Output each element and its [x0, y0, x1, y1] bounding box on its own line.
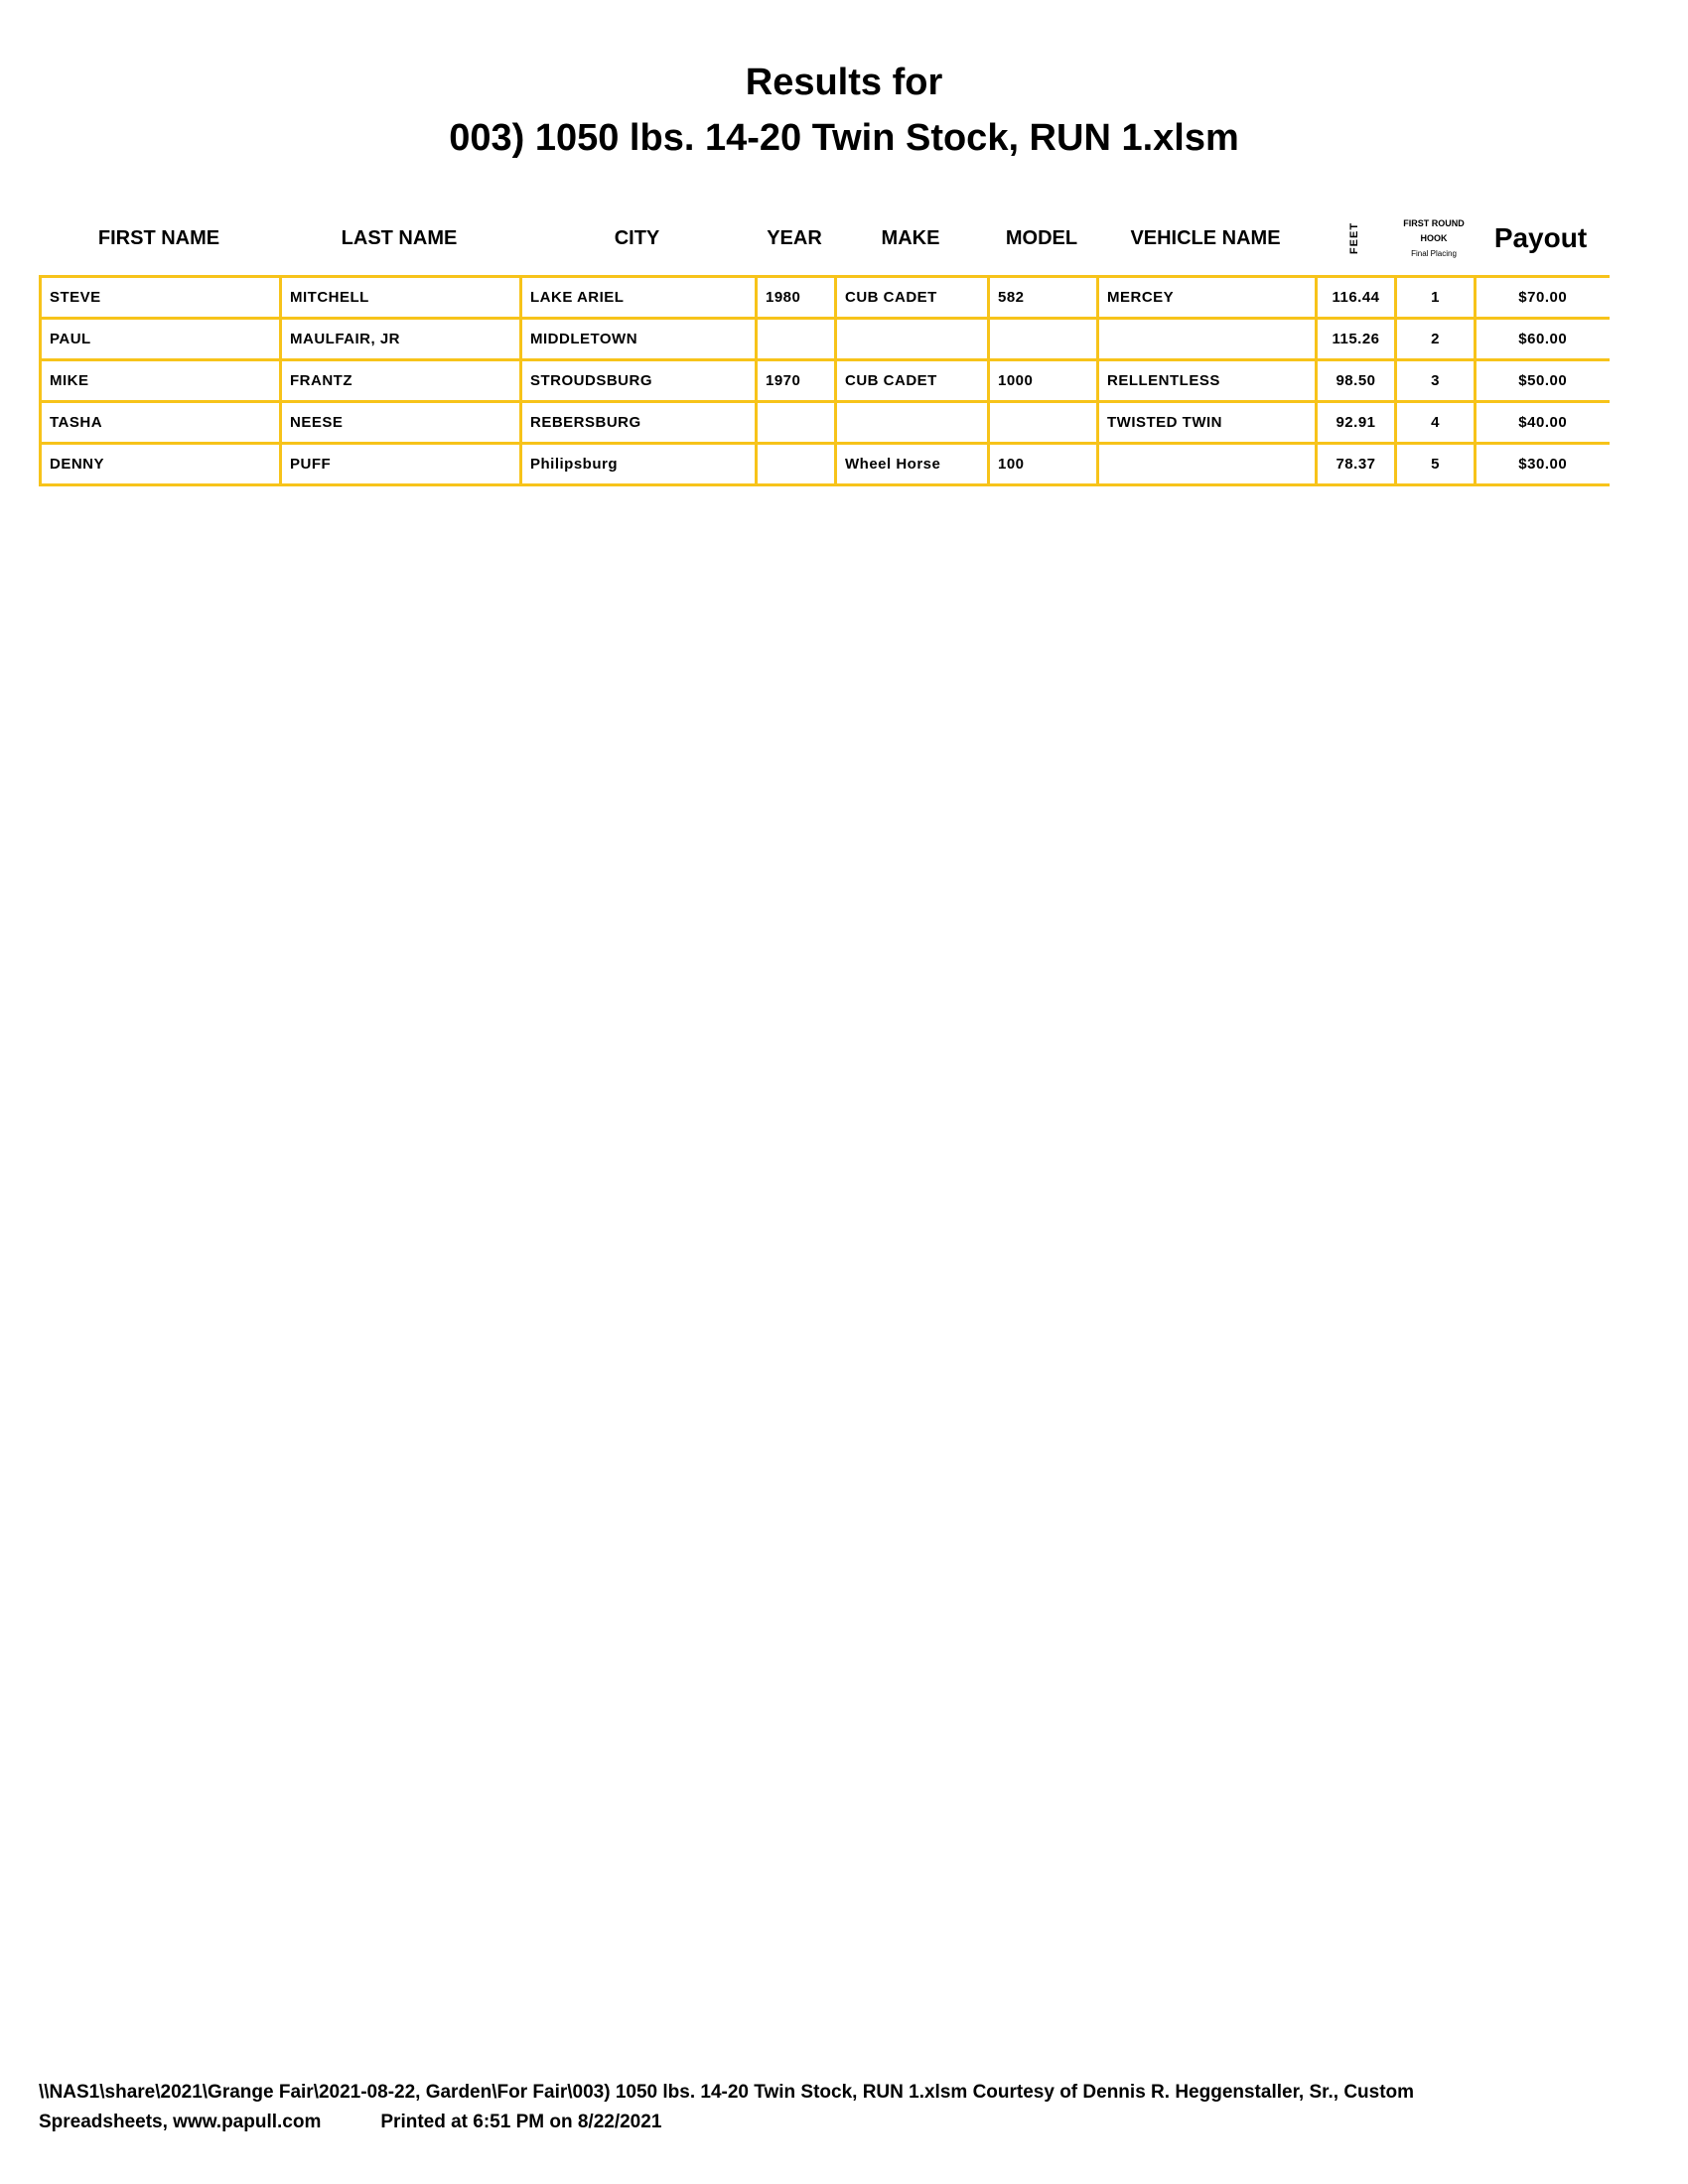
cell-city: MIDDLETOWN: [521, 319, 757, 360]
cell-vehicle-name: MERCEY: [1098, 277, 1317, 319]
cell-payout: $40.00: [1476, 402, 1610, 444]
cell-city: Philipsburg: [521, 444, 757, 485]
cell-year: [757, 319, 836, 360]
cell-year: 1970: [757, 360, 836, 402]
cell-placing: 5: [1396, 444, 1476, 485]
table-row: [41, 277, 1610, 319]
cell-payout: $60.00: [1476, 319, 1610, 360]
cell-first-name: DENNY: [41, 444, 281, 485]
cell-feet: 115.26: [1317, 319, 1396, 360]
cell-make: CUB CADET: [836, 360, 989, 402]
header-last-name: LAST NAME: [341, 226, 458, 249]
cell-placing: 4: [1396, 402, 1476, 444]
cell-vehicle-name: TWISTED TWIN: [1098, 402, 1317, 444]
header-feet: [1315, 204, 1394, 273]
cell-city: STROUDSBURG: [521, 360, 757, 402]
footer-file-path: \\NAS1\share\2021\Grange Fair\2021-08-22, Garden\For Fair\003) 1050 lbs. 14-20 Twin Stock, RUN 1.xlsm Courtesy of Dennis R. Heggenstaller, Sr., Custom: [39, 2082, 1415, 2103]
cell-city: LAKE ARIEL: [521, 277, 757, 319]
cell-first-name: PAUL: [41, 319, 281, 360]
cell-last-name: NEESE: [281, 402, 521, 444]
cell-make: CUB CADET: [836, 277, 989, 319]
cell-model: 100: [989, 444, 1098, 485]
cell-payout: $70.00: [1476, 277, 1610, 319]
cell-last-name: PUFF: [281, 444, 521, 485]
header-hook-line2: HOOK: [1420, 232, 1448, 243]
cell-year: 1980: [757, 277, 836, 319]
cell-model: [989, 402, 1098, 444]
cell-year: [757, 444, 836, 485]
table-row: [41, 444, 1610, 485]
footer-credit-line: [39, 2108, 1667, 2137]
cell-vehicle-name: RELLENTLESS: [1098, 360, 1317, 402]
cell-last-name: FRANTZ: [281, 360, 521, 402]
cell-feet: 92.91: [1317, 402, 1396, 444]
header-model: MODEL: [1005, 226, 1078, 249]
cell-first-name: MIKE: [41, 360, 281, 402]
cell-vehicle-name: [1098, 444, 1317, 485]
header-hook-line1: FIRST ROUND: [1403, 217, 1465, 228]
cell-model: [989, 319, 1098, 360]
cell-placing: 2: [1396, 319, 1476, 360]
cell-last-name: MITCHELL: [281, 277, 521, 319]
cell-feet: 78.37: [1317, 444, 1396, 485]
cell-model: 582: [989, 277, 1098, 319]
header-year: YEAR: [767, 226, 822, 249]
cell-make: [836, 402, 989, 444]
header-payout: Payout: [1493, 222, 1588, 253]
cell-vehicle-name: [1098, 319, 1317, 360]
cell-payout: $30.00: [1476, 444, 1610, 485]
cell-payout: $50.00: [1476, 360, 1610, 402]
header-feet-label: FEET: [1348, 221, 1360, 255]
cell-make: Wheel Horse: [836, 444, 989, 485]
cell-last-name: MAULFAIR, JR: [281, 319, 521, 360]
report-title: Results for: [745, 62, 943, 103]
table-row: [41, 319, 1610, 360]
report-subtitle: 003) 1050 lbs. 14-20 Twin Stock, RUN 1.xlsm: [449, 117, 1239, 159]
cell-make: [836, 319, 989, 360]
cell-feet: 116.44: [1317, 277, 1396, 319]
footer-printed-time: Printed at 6:51 PM on 8/22/2021: [380, 2112, 662, 2132]
cell-feet: 98.50: [1317, 360, 1396, 402]
cell-placing: 1: [1396, 277, 1476, 319]
table-row: [41, 402, 1610, 444]
header-first-name: FIRST NAME: [97, 226, 220, 249]
table-row: [41, 360, 1610, 402]
cell-model: 1000: [989, 360, 1098, 402]
footer-website: Spreadsheets, www.papull.com: [39, 2112, 322, 2132]
header-hook-line3: Final Placing: [1411, 248, 1457, 258]
cell-year: [757, 402, 836, 444]
cell-first-name: TASHA: [41, 402, 281, 444]
page-footer: [39, 2078, 1667, 2137]
header-city: CITY: [614, 226, 660, 249]
cell-first-name: STEVE: [41, 277, 281, 319]
header-make: MAKE: [881, 226, 940, 249]
cell-placing: 3: [1396, 360, 1476, 402]
header-hook-placing: [1394, 204, 1474, 273]
cell-city: REBERSBURG: [521, 402, 757, 444]
header-vehicle-name: VEHICLE NAME: [1130, 226, 1281, 249]
results-table: [39, 275, 1610, 486]
